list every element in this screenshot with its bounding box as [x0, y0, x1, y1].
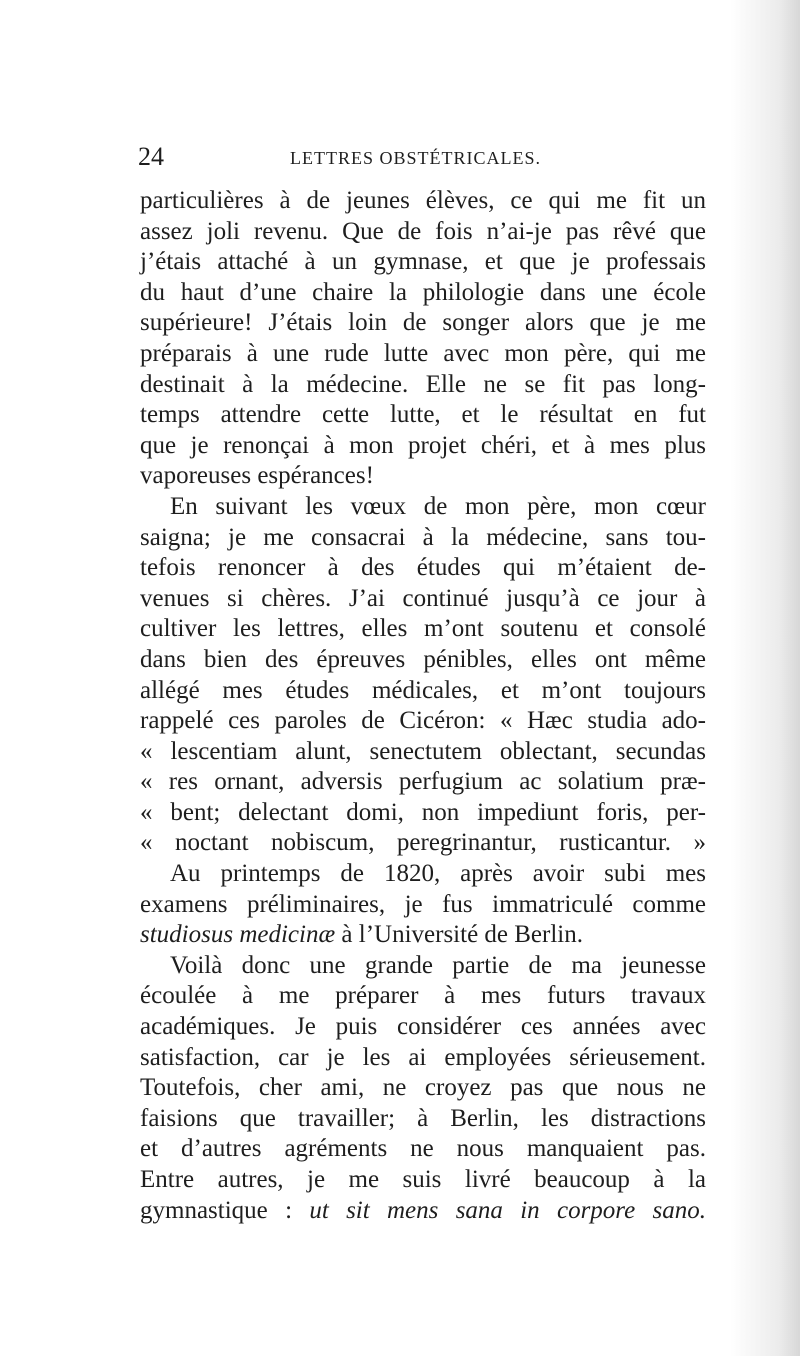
text-line: académiques. Je puis considérer ces années avec [140, 1013, 706, 1041]
text-line: que je renonçai à mon projet chéri, et à mes plus [140, 431, 706, 459]
text-line: cultiver les lettres, elles m’ont soutenu et consolé [140, 615, 706, 643]
italic-phrase: studiosus medicinæ [140, 921, 336, 949]
text-line: allégé mes études médicales, et m’ont toujours [140, 676, 706, 704]
text-line: écoulée à me préparer à mes futurs travaux [140, 982, 706, 1010]
text-line: préparais à une rude lutte avec mon père, qui me [140, 339, 706, 367]
text-line: Toutefois, cher ami, ne croyez pas que nous ne [140, 1074, 706, 1102]
text-line: assez joli revenu. Que de fois n’ai-je pas rêvé que [140, 217, 706, 245]
text-line [140, 1196, 706, 1227]
text-line: dans bien des épreuves pénibles, elles ont même [140, 645, 706, 673]
running-title: LETTRES OBSTÉTRICALES. [290, 148, 541, 168]
text-line: particulières à de jeunes élèves, ce qui me fit un [140, 187, 706, 214]
text-line: faisions que travailler; à Berlin, les distractions [140, 1104, 706, 1132]
page-number: 24 [138, 142, 164, 171]
quote-line: « noctant nobiscum, peregrinantur, rusticantur. » [140, 829, 706, 857]
text-line: du haut d’une chaire la philologie dans une école [140, 278, 706, 306]
quote-line: « bent; delectant domi, non impediunt foris, per- [140, 798, 706, 826]
text-line: et d’autres agréments ne nous manquaient pas. [140, 1135, 706, 1163]
text-line: venues si chères. J’ai continué jusqu’à ce jour à [140, 584, 706, 612]
page-header [138, 140, 708, 174]
text-line: Voilà donc une grande partie de ma jeunesse [170, 951, 706, 979]
quote-line: « res ornant, adversis perfugium ac solatium præ- [140, 768, 706, 796]
quote-line: « lescentiam alunt, senectutem oblectant, secundas [140, 737, 706, 765]
text-line: vaporeuses espérances! [140, 462, 374, 490]
scan-edge-shadow [730, 0, 800, 1356]
text-line: tefois renoncer à des études qui m’étaient de- [140, 554, 706, 582]
text-line: saigna; je me consacrai à la médecine, sans tou- [140, 523, 706, 551]
text-line: Au printemps de 1820, après avoir subi mes [170, 860, 706, 888]
text-segment: gymnastique : [140, 1196, 310, 1224]
text-line: temps attendre cette lutte, et le résultat en fut [140, 401, 706, 429]
text-line: destinait à la médecine. Elle ne se fit pas long- [140, 370, 706, 398]
text-line: En suivant les vœux de mon père, mon cœur [170, 492, 706, 520]
text-line [140, 920, 706, 951]
text-line: j’étais attaché à un gymnase, et que je professais [140, 248, 706, 276]
text-line: examens préliminaires, je fus immatriculé comme [140, 890, 706, 918]
text-line: rappelé ces paroles de Cicéron: « Hæc studia ado- [140, 707, 706, 735]
text-line: supérieure! J’étais loin de songer alors que je me [140, 309, 706, 337]
text-segment: à l’Université de Berlin. [335, 921, 583, 949]
italic-phrase: ut sit mens sana in corpore sano. [309, 1196, 706, 1224]
body-text [140, 186, 706, 1226]
text-line: Entre autres, je me suis livré beaucoup à la [140, 1166, 706, 1193]
text-line: satisfaction, car je les ai employées sérieusement. [140, 1043, 706, 1071]
